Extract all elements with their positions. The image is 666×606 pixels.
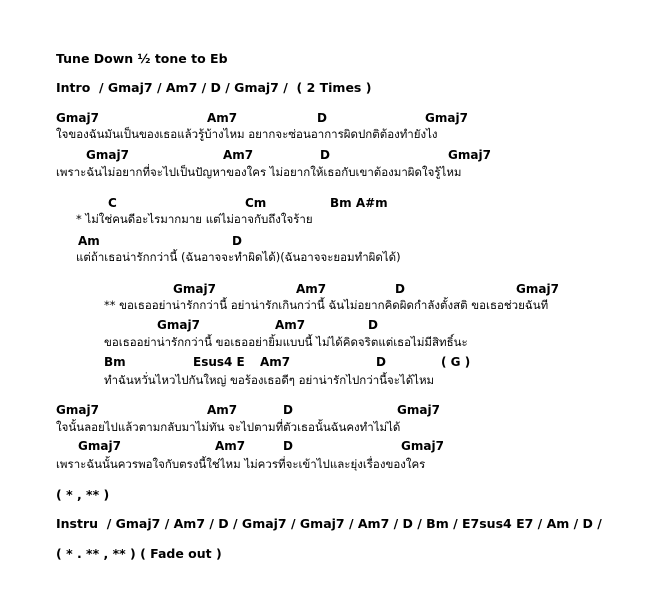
chord: C [108,196,117,210]
chord: Am7 [223,148,254,162]
lyric-line: ใจนั้นลอยไปแล้วตามกลับมาไม่ทัน จะไปตามที่ตัวเธอนั้นฉันคงทำไม่ได้ [56,420,401,434]
lyric-line: ใจของฉันมันเป็นของเธอแล้วรู้บ้างไหม อยากจะซ่อนอาการผิดปกติต้องทำยังไง [56,127,438,141]
lyric-line: ทำฉันหวั่นไหวไปกันใหญ่ ขอร้องเธอดีๆ อย่าน่ารักไปกว่านี้จะได้ไหม [104,373,435,387]
chord: Am7 [215,439,246,453]
instrumental-line: Instru / Gmaj7 / Am7 / D / Gmaj7 / Gmaj7 / Am7 / D / Bm / E7sus4 E7 / Am / D / [56,516,602,531]
lyric-line: ** ขอเธออย่าน่ารักกว่านี้ อย่าน่ารักเกินกว่านี้ ฉันไม่อยากคิดผิดกำลังตั้งสติ ขอเธอช่วยฉันที [104,298,549,312]
song-title: Tune Down ½ tone to Eb [56,51,228,66]
chord: Gmaj7 [56,111,99,125]
chord: Gmaj7 [425,111,468,125]
chord: Am7 [260,355,291,369]
lyric-line: เพราะฉันนั้นควรพอใจกับตรงนี้ใช่ไหม ไม่ควรที่จะเข้าไปและยุ่งเรื่องของใคร [56,457,426,471]
lyric-line: * ไม่ใช่คนดีอะไรมากมาย แต่ไม่อาจกับถึงใจร้าย [76,212,313,226]
chord: D [283,403,293,417]
chord: D [232,234,242,248]
chord: Bm [104,355,126,369]
chord: D [317,111,327,125]
chord: Gmaj7 [157,318,200,332]
chord: D [283,439,293,453]
lyric-line: ขอเธออย่าน่ารักกว่านี้ ขอเธออย่ายิ้มแบบนี้ ไม่ได้คิดจริตแต่เธอไม่มีสิทธิ์นะ [104,335,468,349]
chord: Gmaj7 [86,148,129,162]
lyric-line: เพราะฉันไม่อยากที่จะไปเป็นปัญหาของใคร ไม่อยากให้เธอกับเขาต้องมาผิดใจรู้ไหม [56,165,462,179]
intro-line: Intro / Gmaj7 / Am7 / D / Gmaj7 / ( 2 Times ) [56,80,372,95]
chord: Am7 [296,282,327,296]
chord: Esus4 E [193,355,245,369]
outro-line: ( * . ** , ** ) ( Fade out ) [56,546,222,561]
chord: Am7 [207,403,238,417]
chord: Bm A#m [330,196,388,210]
chord: Cm [245,196,267,210]
chord: Am [78,234,100,248]
chord: Gmaj7 [56,403,99,417]
chord: D [395,282,405,296]
chord: Gmaj7 [516,282,559,296]
chord: D [376,355,386,369]
repeat-marker: ( * , ** ) [56,487,110,502]
chord: Gmaj7 [78,439,121,453]
chord: D [368,318,378,332]
chord: Am7 [275,318,306,332]
chord: Gmaj7 [448,148,491,162]
chord: ( G ) [441,355,471,369]
chord: Gmaj7 [401,439,444,453]
chord: D [320,148,330,162]
chord: Am7 [207,111,238,125]
chord: Gmaj7 [173,282,216,296]
chord: Gmaj7 [397,403,440,417]
lyric-line: แต่ถ้าเธอน่ารักกว่านี้ (ฉันอาจจะทำผิดได้)(ฉันอาจจะยอมทำผิดได้) [76,250,401,264]
